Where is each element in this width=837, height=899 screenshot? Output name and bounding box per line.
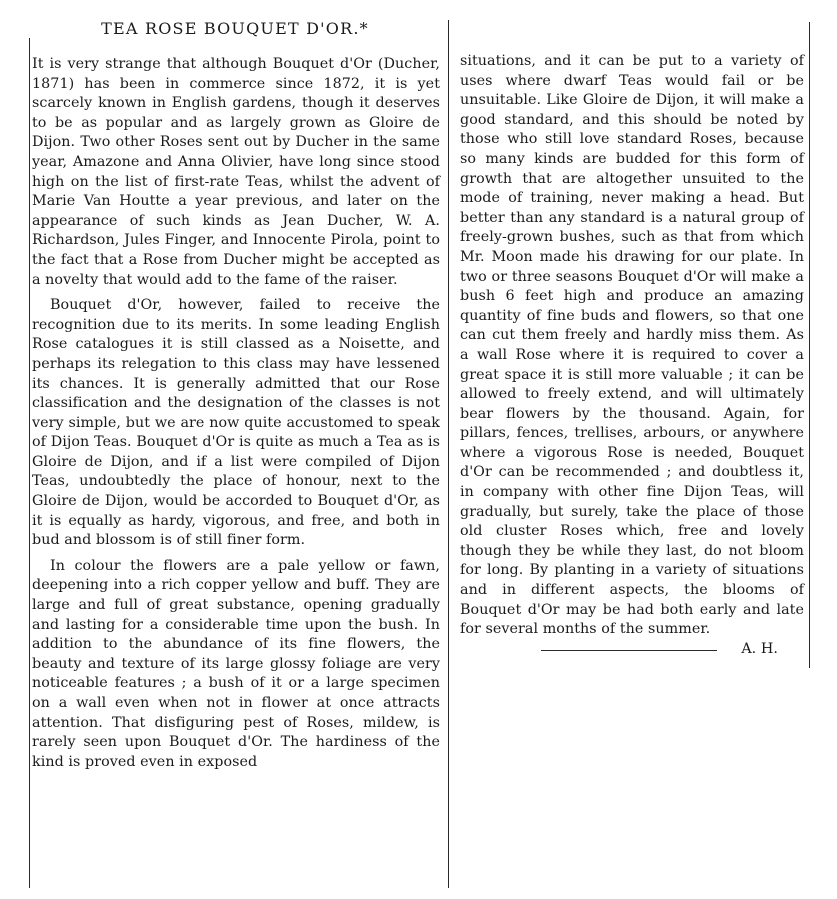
left-column — [32, 35, 440, 772]
right-column-rule — [809, 22, 810, 668]
paragraph-recognition: Bouquet d'Or, however, failed to receive the recognition due to its merits. In some leading English Rose catalogues it is still classed as a Noisette, and perhaps its relegation to this class may have lessened its chances. It is generally admitted that our Rose classification and the designation of the classes is not very simple, but we are now quite accustomed to speak of Dijon Teas. Bouquet d'Or is quite as much a Tea as is Gloire de Dijon, and if a list were compiled of Dijon Teas, undoubtedly the place of honour, next to the Gloire de Dijon, would be accorded to Bouquet d'Or, as it is equally as hardy, vigorous, and free, and both in bud and blossom is of still finer form. — [32, 297, 440, 549]
right-column — [460, 52, 804, 659]
paragraph-colour: In colour the flowers are a pale yellow or fawn, deepening into a rich copper yellow and buff. They are large and full of great substance, opening gradually and lasting for a considerable time upon the bush. In addition to the abundance of its fine flowers, the beauty and texture of its large glossy foliage are very noticeable features ; a bush of it or a large specimen on a wall even when not in flower at once attracts attention. That disfiguring pest of Roses, mildew, is rarely seen upon Bouquet d'Or. The hardiness of the kind is proved even in exposed — [32, 557, 440, 770]
article-title: TEA ROSE BOUQUET D'OR.* — [101, 19, 369, 38]
article-end-rule — [541, 650, 717, 651]
center-column-rule — [448, 20, 449, 888]
author-signature: A. H. — [741, 640, 778, 657]
paragraph-continuation: situations, and it can be put to a variety of uses where dwarf Teas would fail or be unsuitable. Like Gloire de Dijon, it will make a good standard, and this should be noted by those who still love standard Roses, because so many kinds are budded for this form of growth that are altogether unsuited to the mode of training, never making a head. But better than any standard is a natural group of freely-grown bushes, such as that from which Mr. Moon made his drawing for our plate. In two or three seasons Bouquet d'Or will make a bush 6 feet high and produce an amazing quantity of fine buds and flowers, so that one can cut them freely and hardly miss them. As a wall Rose where it is required to cover a great space it is still more valuable ; it can be allowed to freely extend, and will ultimately bear flowers by the thousand. Again, for pillars, fences, trellises, arbours, or anywhere where a vigorous Rose is needed, Bouquet d'Or can be recommended ; and doubtless it, in company with other fine Dijon Teas, will gradually, but surely, take the place of those old cluster Roses which, free and lovely though they be while they last, do not bloom for long. By planting in a variety of situations and in different aspects, the blooms of Bouquet d'Or may be had both early and late for several months of the summer. — [460, 53, 804, 638]
paragraph-intro: It is very strange that although Bouquet d'Or (Ducher, 1871) has been in commerce since 1872, it is yet scarcely known in English gardens, though it deserves to be as popular and as largely grown as Gloire de Dijon. Two other Roses sent out by Ducher in the same year, Amazone and Anna Olivier, have long since stood high on the list of first-rate Teas, whilst the advent of Marie Van Houtte a year previous, and later on the appearance of such kinds as Jean Ducher, W. A. Richardson, Jules Finger, and Innocente Pirola, point to the fact that a Rose from Ducher might be accepted as a novelty that would add to the fame of the raiser. — [32, 56, 440, 288]
left-column-rule — [29, 38, 30, 888]
